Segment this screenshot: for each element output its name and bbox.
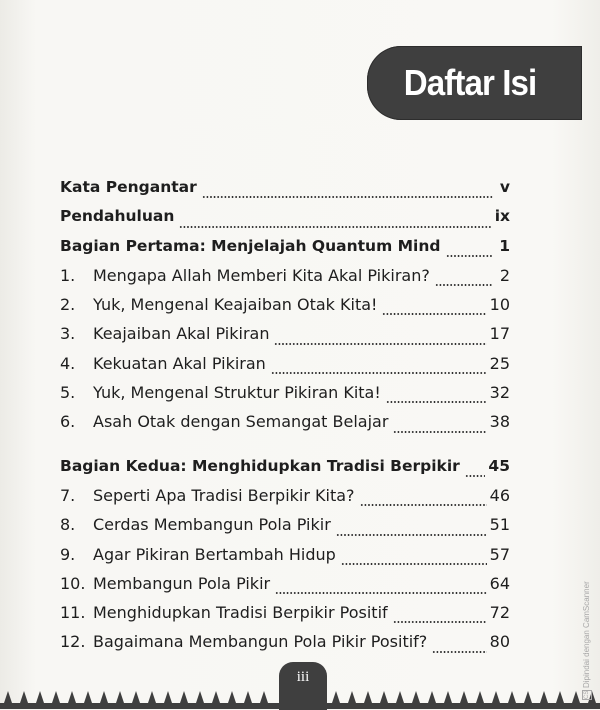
- toc-chapter-12: [60, 632, 510, 661]
- toc-chapter-number: 8.: [60, 515, 76, 535]
- toc-chapter-11: [60, 603, 510, 632]
- toc-chapter-9: [60, 545, 510, 574]
- toc-entry-label: Bagaimana Membangun Pola Pikir Positif?: [93, 632, 428, 652]
- toc-chapter-4: [60, 354, 510, 383]
- title-tab: [367, 46, 582, 120]
- toc-chapter-number: 10.: [60, 573, 86, 593]
- toc-entry-page: 64: [489, 573, 510, 593]
- toc-entry-page: 46: [489, 485, 510, 505]
- toc-entry-label: Cerdas Membangun Pola Pikir: [93, 515, 331, 535]
- toc-entry-page: 10: [489, 295, 510, 315]
- toc-entry-page: 45: [488, 456, 510, 475]
- toc-chapter-6: [60, 412, 510, 441]
- dot-leader: [336, 534, 487, 536]
- toc-entry-page: 51: [489, 515, 510, 535]
- dot-leader: [446, 255, 494, 257]
- toc-chapter-number: 7.: [60, 485, 76, 505]
- toc-entry-kata-pengantar: [60, 178, 510, 207]
- toc-chapter-7: [60, 486, 510, 515]
- toc-chapter-number: 2.: [60, 295, 76, 315]
- toc-entry-page: 17: [489, 324, 510, 344]
- toc-entry-page: 57: [489, 544, 510, 564]
- scanner-watermark: [582, 581, 592, 700]
- dot-leader: [432, 651, 486, 653]
- toc-chapter-8: [60, 515, 510, 544]
- toc-entry-page: 25: [489, 353, 510, 373]
- dot-leader: [435, 284, 493, 286]
- dot-leader: [275, 592, 487, 594]
- toc-entry-page: 72: [489, 603, 510, 623]
- dot-leader: [382, 313, 486, 315]
- dot-leader: [393, 621, 487, 623]
- dot-leader: [271, 372, 487, 374]
- toc-chapter-10: [60, 574, 510, 603]
- table-of-contents: [60, 178, 510, 662]
- dot-leader: [386, 401, 487, 403]
- toc-entry-page: 80: [489, 632, 510, 652]
- toc-entry-label: Yuk, Mengenal Struktur Pikiran Kita!: [93, 383, 381, 403]
- toc-entry-page: 1: [499, 236, 510, 255]
- dot-leader: [274, 343, 486, 345]
- toc-chapter-2: [60, 295, 510, 324]
- toc-chapter-number: 9.: [60, 544, 76, 564]
- toc-chapter-3: [60, 324, 510, 353]
- toc-entry-label: Seperti Apa Tradisi Berpikir Kita?: [93, 485, 355, 505]
- dot-leader: [465, 475, 486, 477]
- dot-leader: [202, 196, 493, 198]
- toc-entry-page: 32: [489, 383, 510, 403]
- toc-chapter-number: 1.: [60, 265, 76, 285]
- toc-chapter-number: 6.: [60, 412, 76, 432]
- toc-part2-heading: [60, 457, 510, 486]
- toc-entry-label: Kata Pengantar: [60, 178, 197, 196]
- toc-entry-label: Kekuatan Akal Pikiran: [93, 353, 266, 373]
- toc-part1-heading: [60, 237, 510, 266]
- toc-chapter-number: 4.: [60, 353, 76, 373]
- toc-chapter-number: 5.: [60, 383, 76, 403]
- dot-leader: [360, 504, 487, 506]
- toc-entry-label: Agar Pikiran Bertambah Hidup: [93, 544, 336, 564]
- page-number: iii: [296, 669, 310, 685]
- toc-entry-label: Bagian Pertama: Menjelajah Quantum Mind: [60, 236, 441, 255]
- page-number-box: [279, 662, 327, 710]
- toc-entry-page: 2: [499, 265, 510, 285]
- toc-chapter-1: [60, 266, 510, 295]
- toc-chapter-number: 12.: [60, 632, 86, 652]
- toc-chapter-5: [60, 383, 510, 412]
- toc-entry-label: Keajaiban Akal Pikiran: [93, 324, 270, 344]
- toc-entry-label: Membangun Pola Pikir: [93, 573, 271, 593]
- toc-chapter-number: 3.: [60, 324, 76, 344]
- toc-entry-label: Bagian Kedua: Menghidupkan Tradisi Berpikir: [60, 456, 460, 475]
- toc-entry-label: Pendahuluan: [60, 207, 175, 226]
- watermark-text: Dipindai dengan CamScanner: [582, 581, 592, 688]
- toc-entry-page: ix: [494, 207, 510, 226]
- cs-icon: CS: [584, 690, 590, 699]
- page-title: Daftar Isi: [404, 62, 537, 103]
- dot-leader: [393, 431, 486, 433]
- toc-entry-page: v: [499, 178, 510, 196]
- toc-entry-label: Yuk, Mengenal Keajaiban Otak Kita!: [93, 295, 378, 315]
- dot-leader: [341, 563, 487, 565]
- toc-entry-label: Asah Otak dengan Semangat Belajar: [93, 412, 389, 432]
- toc-chapter-number: 11.: [60, 603, 86, 623]
- toc-entry-label: Mengapa Allah Memberi Kita Akal Pikiran?: [93, 265, 430, 285]
- dot-leader: [179, 226, 491, 228]
- toc-entry-label: Menghidupkan Tradisi Berpikir Positif: [93, 603, 388, 623]
- toc-entry-page: 38: [489, 412, 510, 432]
- toc-entry-pendahuluan: [60, 207, 510, 236]
